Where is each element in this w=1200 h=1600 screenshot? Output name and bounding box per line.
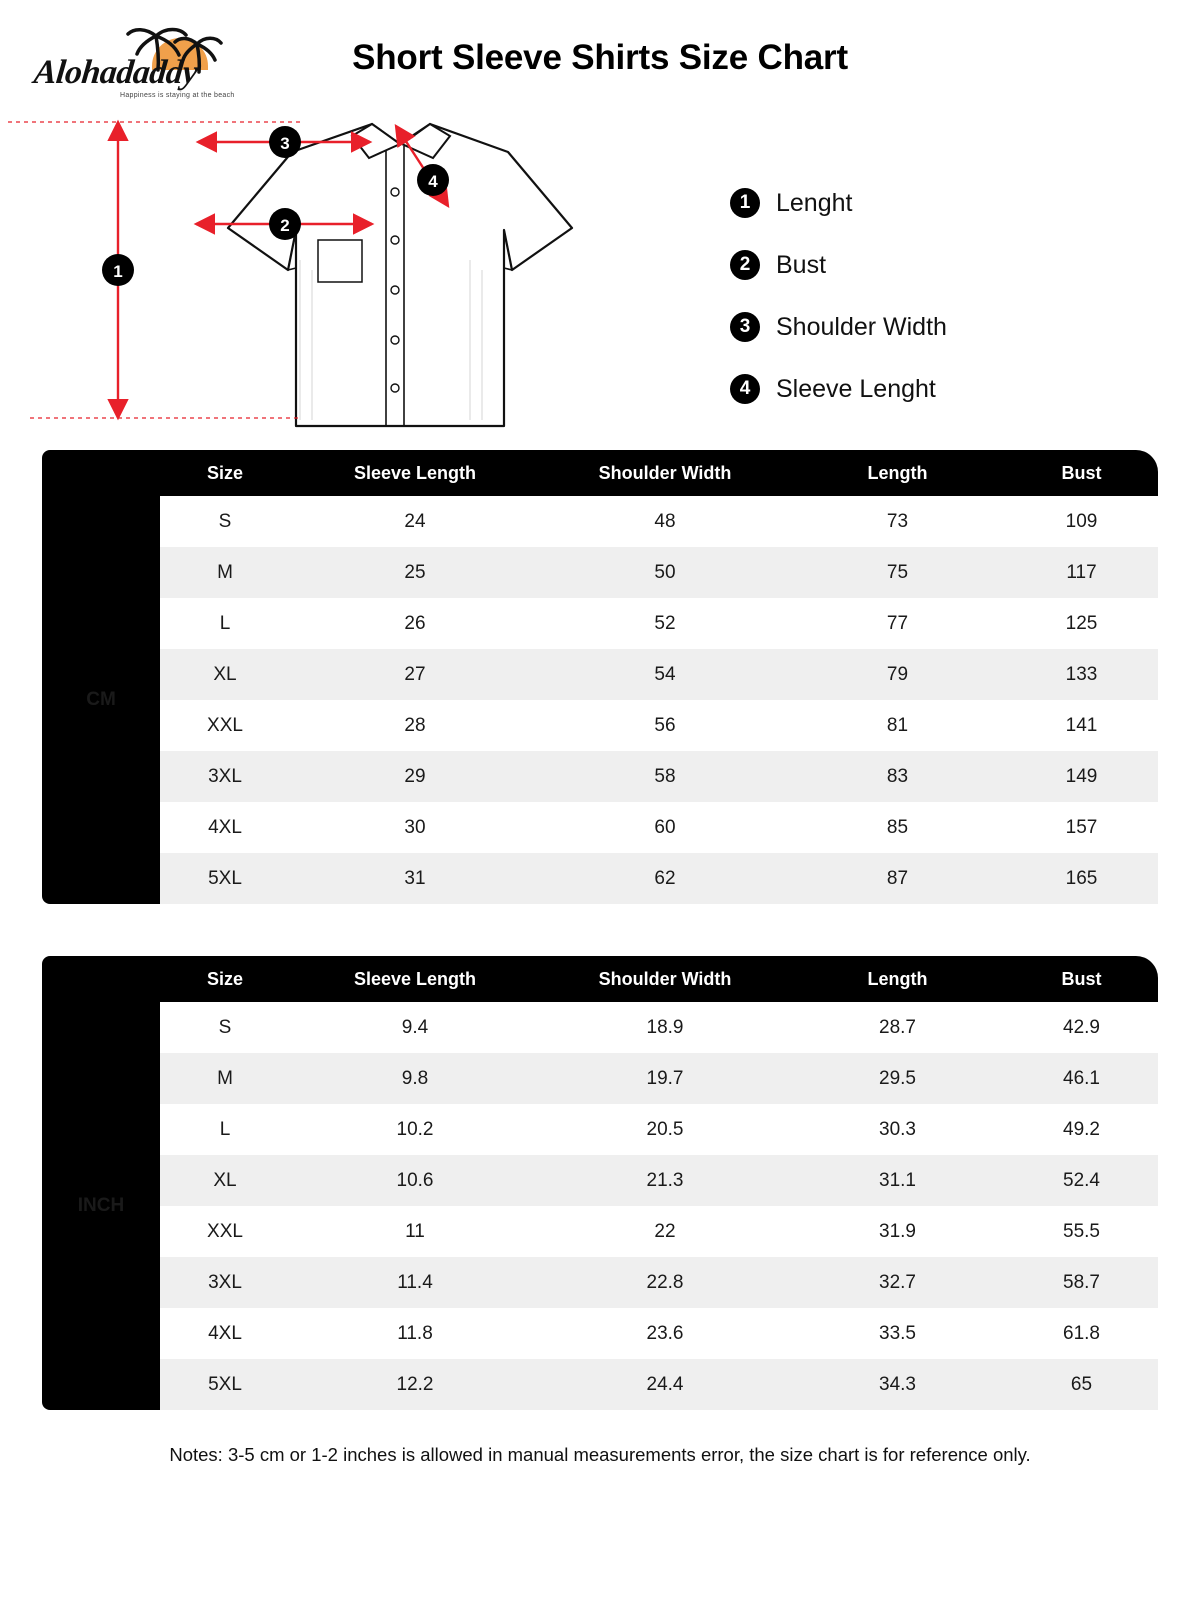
cell-shoulder: 54 [540, 649, 790, 700]
th-length: Length [790, 956, 1005, 1002]
svg-text:2: 2 [280, 216, 290, 235]
table-row [42, 598, 1158, 649]
legend-label-4: Sleeve Lenght [776, 374, 936, 403]
legend-item-length [730, 172, 947, 234]
svg-text:4: 4 [428, 172, 438, 191]
cell-shoulder: 18.9 [540, 1002, 790, 1053]
th-shoulder-width: Shoulder Width [540, 956, 790, 1002]
table-row [42, 1257, 1158, 1308]
cell-length: 87 [790, 853, 1005, 904]
cell-sleeve: 25 [290, 547, 540, 598]
cell-length: 32.7 [790, 1257, 1005, 1308]
cell-bust: 58.7 [1005, 1257, 1158, 1308]
svg-text:1: 1 [113, 262, 123, 281]
cell-length: 81 [790, 700, 1005, 751]
cell-length: 29.5 [790, 1053, 1005, 1104]
brand-name: Alohadaddy [32, 54, 200, 91]
cell-sleeve: 10.6 [290, 1155, 540, 1206]
svg-text:3: 3 [280, 134, 290, 153]
table-row [42, 1206, 1158, 1257]
cell-bust: 141 [1005, 700, 1158, 751]
cell-sleeve: 11 [290, 1206, 540, 1257]
cell-bust: 157 [1005, 802, 1158, 853]
cell-size: 3XL [160, 751, 290, 802]
table-row [42, 853, 1158, 904]
cell-bust: 117 [1005, 547, 1158, 598]
cell-bust: 165 [1005, 853, 1158, 904]
table-row [42, 1053, 1158, 1104]
cell-bust: 55.5 [1005, 1206, 1158, 1257]
table-row [42, 547, 1158, 598]
cell-size: XL [160, 649, 290, 700]
table-row [42, 700, 1158, 751]
notes-text: Notes: 3-5 cm or 1-2 inches is allowed in manual measurements error, the size chart is for reference only. [169, 1444, 1031, 1465]
cell-length: 77 [790, 598, 1005, 649]
cell-sleeve: 29 [290, 751, 540, 802]
cell-size: L [160, 598, 290, 649]
cell-length: 31.9 [790, 1206, 1005, 1257]
cell-bust: 133 [1005, 649, 1158, 700]
cell-bust: 61.8 [1005, 1308, 1158, 1359]
th-bust: Bust [1005, 956, 1158, 1002]
unit-label-inch: INCH [42, 1002, 160, 1410]
cm-table-wrapper [42, 450, 1158, 904]
cell-length: 33.5 [790, 1308, 1005, 1359]
cell-shoulder: 21.3 [540, 1155, 790, 1206]
cell-bust: 52.4 [1005, 1155, 1158, 1206]
legend-badge-3: 3 [730, 312, 760, 342]
cell-shoulder: 60 [540, 802, 790, 853]
cell-shoulder: 20.5 [540, 1104, 790, 1155]
cell-size: 3XL [160, 1257, 290, 1308]
cell-sleeve: 30 [290, 802, 540, 853]
cell-size: 5XL [160, 853, 290, 904]
cell-bust: 46.1 [1005, 1053, 1158, 1104]
legend-badge-2: 2 [730, 250, 760, 280]
th-shoulder-width: Shoulder Width [540, 450, 790, 496]
cell-shoulder: 22 [540, 1206, 790, 1257]
table-row [42, 1308, 1158, 1359]
inch-table-wrapper [42, 956, 1158, 1410]
unit-header-inch [42, 956, 160, 1002]
cell-length: 28.7 [790, 1002, 1005, 1053]
table-row [42, 1359, 1158, 1410]
legend-label-3: Shoulder Width [776, 312, 947, 341]
th-sleeve-length: Sleeve Length [290, 450, 540, 496]
cell-shoulder: 50 [540, 547, 790, 598]
cell-bust: 65 [1005, 1359, 1158, 1410]
cell-length: 79 [790, 649, 1005, 700]
legend [730, 172, 947, 420]
legend-label-2: Bust [776, 250, 827, 279]
cell-length: 34.3 [790, 1359, 1005, 1410]
cell-size: M [160, 547, 290, 598]
cell-sleeve: 11.8 [290, 1308, 540, 1359]
cell-sleeve: 12.2 [290, 1359, 540, 1410]
cell-sleeve: 9.4 [290, 1002, 540, 1053]
cell-bust: 42.9 [1005, 1002, 1158, 1053]
cell-shoulder: 48 [540, 496, 790, 547]
cell-sleeve: 26 [290, 598, 540, 649]
cell-length: 30.3 [790, 1104, 1005, 1155]
cell-size: M [160, 1053, 290, 1104]
cell-length: 85 [790, 802, 1005, 853]
table-header-row [42, 450, 1158, 496]
cell-size: S [160, 496, 290, 547]
cell-shoulder: 24.4 [540, 1359, 790, 1410]
legend-item-bust [730, 234, 947, 296]
table-row [42, 802, 1158, 853]
cell-size: 4XL [160, 1308, 290, 1359]
cell-sleeve: 27 [290, 649, 540, 700]
cell-shoulder: 19.7 [540, 1053, 790, 1104]
cell-length: 31.1 [790, 1155, 1005, 1206]
cell-shoulder: 56 [540, 700, 790, 751]
cell-bust: 125 [1005, 598, 1158, 649]
cell-size: L [160, 1104, 290, 1155]
table-row [42, 1155, 1158, 1206]
cell-size: 5XL [160, 1359, 290, 1410]
th-size: Size [160, 450, 290, 496]
cell-sleeve: 31 [290, 853, 540, 904]
legend-label-1: Lenght [776, 188, 853, 217]
th-bust: Bust [1005, 450, 1158, 496]
cell-sleeve: 11.4 [290, 1257, 540, 1308]
th-sleeve-length: Sleeve Length [290, 956, 540, 1002]
cell-size: 4XL [160, 802, 290, 853]
inch-size-table [42, 956, 1158, 1410]
cell-length: 73 [790, 496, 1005, 547]
cell-shoulder: 22.8 [540, 1257, 790, 1308]
cell-shoulder: 62 [540, 853, 790, 904]
table-row [42, 1104, 1158, 1155]
cm-size-table [42, 450, 1158, 904]
table-row [42, 1002, 1158, 1053]
measurement-diagram [0, 110, 1200, 450]
legend-badge-1: 1 [730, 188, 760, 218]
cell-length: 75 [790, 547, 1005, 598]
table-row [42, 751, 1158, 802]
page-header [0, 0, 1200, 110]
cell-length: 83 [790, 751, 1005, 802]
cell-sleeve: 24 [290, 496, 540, 547]
table-header-row [42, 956, 1158, 1002]
unit-label-cm: CM [42, 496, 160, 904]
cell-bust: 109 [1005, 496, 1158, 547]
cell-sleeve: 28 [290, 700, 540, 751]
table-row [42, 649, 1158, 700]
cell-shoulder: 58 [540, 751, 790, 802]
page-title: Short Sleeve Shirts Size Chart [352, 38, 848, 77]
cell-sleeve: 9.8 [290, 1053, 540, 1104]
cell-size: XXL [160, 1206, 290, 1257]
table-spacer [0, 904, 1200, 956]
table-row [42, 496, 1158, 547]
legend-item-sleeve-length [730, 358, 947, 420]
legend-item-shoulder-width [730, 296, 947, 358]
cell-sleeve: 10.2 [290, 1104, 540, 1155]
cell-shoulder: 52 [540, 598, 790, 649]
brand-tagline: Happiness is staying at the beach [120, 92, 235, 99]
unit-header-cm [42, 450, 160, 496]
legend-badge-4: 4 [730, 374, 760, 404]
cell-size: XXL [160, 700, 290, 751]
cell-shoulder: 23.6 [540, 1308, 790, 1359]
th-size: Size [160, 956, 290, 1002]
cell-size: XL [160, 1155, 290, 1206]
cell-size: S [160, 1002, 290, 1053]
cell-bust: 149 [1005, 751, 1158, 802]
th-length: Length [790, 450, 1005, 496]
diagram-markers [0, 110, 720, 450]
cell-bust: 49.2 [1005, 1104, 1158, 1155]
